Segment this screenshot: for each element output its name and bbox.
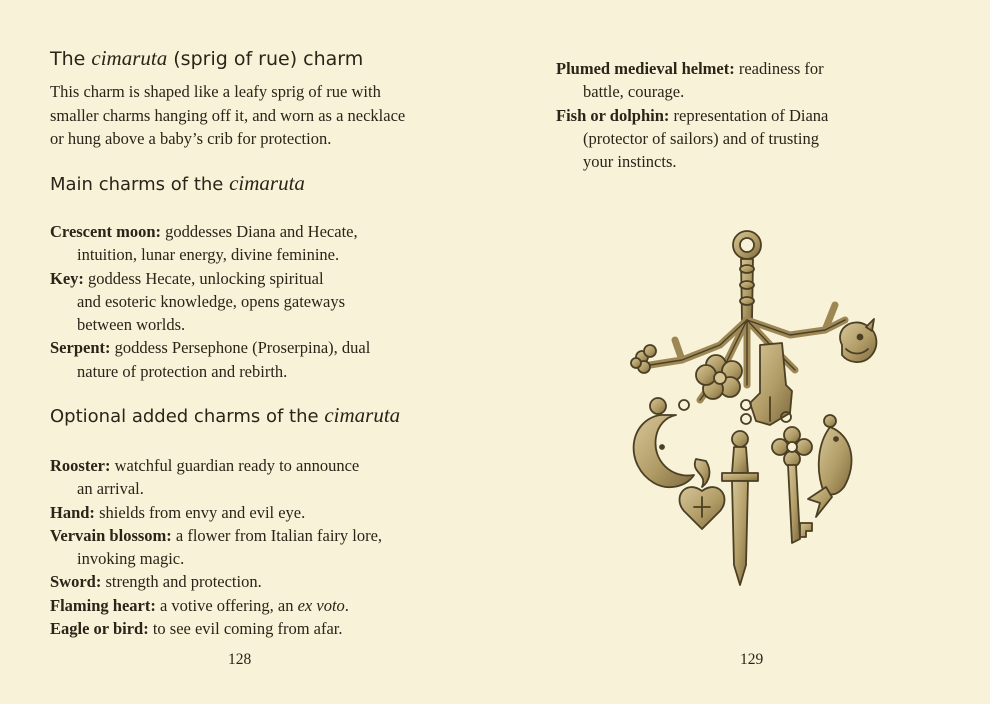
key-charm — [772, 427, 812, 543]
definition-continuation: (protector of sailors) and of trusting — [583, 128, 819, 148]
definition-italic: ex voto — [297, 595, 345, 615]
cimaruta-charm-illustration — [620, 225, 882, 595]
vervain-blossom-charm — [696, 355, 742, 399]
intro-paragraph — [50, 80, 432, 151]
list-item — [50, 524, 382, 571]
continued-charms-list — [556, 57, 828, 173]
term: Hand: — [50, 502, 95, 522]
optional-charms-list — [50, 454, 382, 640]
optional-heading-italic: cimaruta — [324, 403, 401, 427]
term: Key: — [50, 268, 84, 288]
flaming-heart-charm — [679, 459, 724, 529]
term: Plumed medieval helmet: — [556, 59, 735, 78]
intro-line: smaller charms hanging off it, and worn as a necklace — [50, 105, 406, 125]
page-number: 128 — [228, 651, 252, 668]
term: Serpent: — [50, 338, 111, 358]
intro-line: This charm is shaped like a leafy sprig of rue with — [50, 82, 381, 101]
list-item — [50, 594, 382, 617]
definition: watchful guardian ready to announce — [110, 456, 360, 475]
sword-charm — [722, 431, 758, 585]
definition: goddess Persephone (Proserpina), dual — [110, 338, 371, 358]
optional-charms-heading — [50, 403, 400, 429]
page-number: 129 — [740, 651, 764, 668]
section-title-rest: (sprig of rue) charm — [167, 48, 364, 70]
list-item — [50, 454, 382, 501]
definition-continuation: an arrival. — [77, 479, 144, 499]
main-heading-prefix: Main charms of the — [50, 174, 230, 195]
definition: readiness for — [734, 59, 824, 78]
right-page — [495, 0, 990, 704]
definition-continuation: nature of protection and rebirth. — [77, 361, 288, 381]
list-item — [50, 267, 370, 337]
main-heading-italic: cimaruta — [229, 171, 305, 195]
definition-end: . — [344, 595, 349, 615]
definition: goddesses Diana and Hecate, — [161, 222, 358, 241]
definition: representation of Diana — [669, 105, 829, 125]
section-title-italic: cimaruta — [91, 46, 168, 70]
optional-heading-prefix: Optional added charms of the — [50, 406, 325, 427]
definition: a votive offering, an — [155, 595, 298, 615]
intro-line: or hung above a baby’s crib for protection. — [50, 129, 332, 149]
definition: to see evil coming from afar. — [148, 619, 343, 639]
main-charms-heading — [50, 171, 305, 197]
term: Flaming heart: — [50, 595, 156, 615]
list-item — [50, 220, 370, 267]
section-title: The cimaruta (sprig of rue) charm — [50, 46, 364, 70]
term: Fish or dolphin: — [556, 105, 670, 125]
list-item — [556, 57, 828, 104]
list-item — [50, 501, 382, 524]
rooster-charm — [840, 319, 876, 362]
definition-continuation: intuition, lunar energy, divine feminine. — [77, 245, 340, 265]
definition: a flower from Italian fairy lore, — [171, 525, 383, 545]
list-item — [50, 336, 370, 383]
list-item — [50, 570, 382, 593]
definition-continuation: between worlds. — [77, 315, 186, 335]
fish-charm — [808, 415, 852, 517]
list-item — [50, 617, 382, 640]
term: Rooster: — [50, 456, 111, 475]
suspension-ring — [733, 231, 761, 259]
clover-leaf-charm — [631, 345, 656, 373]
list-item — [556, 104, 828, 174]
main-charms-list — [50, 220, 370, 383]
term: Vervain blossom: — [50, 525, 172, 545]
definition-continuation: your instincts. — [583, 152, 677, 172]
definition: strength and protection. — [101, 572, 262, 592]
term: Sword: — [50, 572, 102, 592]
term: Crescent moon: — [50, 222, 162, 241]
definition: shields from envy and evil eye. — [94, 502, 306, 522]
definition-continuation: invoking magic. — [77, 549, 185, 569]
charm-stem — [740, 259, 754, 321]
definition-continuation: battle, courage. — [583, 82, 685, 102]
term: Eagle or bird: — [50, 619, 149, 639]
crescent-moon-charm — [634, 398, 694, 487]
definition: goddess Hecate, unlocking spiritual — [83, 268, 324, 288]
definition-continuation: and esoteric knowledge, opens gateways — [77, 291, 346, 311]
